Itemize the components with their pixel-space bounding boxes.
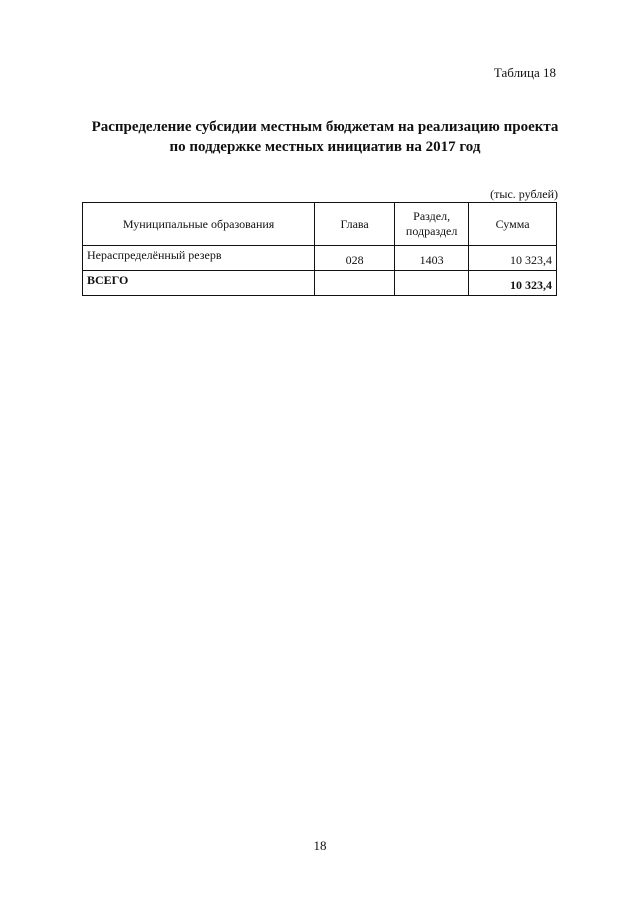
header-municipalities: Муниципальные образования	[83, 203, 315, 246]
table-header-row	[83, 203, 557, 246]
document-title	[60, 117, 590, 157]
header-chapter: Глава	[315, 203, 395, 246]
total-chapter-cell	[315, 271, 395, 296]
row-name-cell: Нераспределённый резерв	[83, 246, 315, 271]
header-section	[395, 203, 469, 246]
table-row	[83, 246, 557, 271]
page-number: 18	[313, 838, 327, 853]
table-number-label: Таблица 18	[493, 65, 556, 80]
total-section-cell	[395, 271, 469, 296]
total-sum-cell: 10 323,4	[469, 271, 557, 296]
row-chapter-cell: 028	[315, 246, 395, 271]
row-section-cell: 1403	[395, 246, 469, 271]
title-line-1: Распределение субсидии местным бюджетам на реализацию проекта	[91, 119, 559, 135]
header-section-line-1: Раздел,	[413, 209, 451, 223]
total-name-cell: ВСЕГО	[83, 271, 315, 296]
header-section-line-2: подраздел	[405, 224, 458, 238]
title-line-2: по поддержке местных инициатив на 2017 год	[169, 139, 481, 155]
header-sum: Сумма	[469, 203, 557, 246]
units-label: (тыс. рублей)	[490, 187, 558, 201]
row-sum-cell: 10 323,4	[469, 246, 557, 271]
subsidy-table	[82, 202, 557, 296]
total-row	[83, 271, 557, 296]
